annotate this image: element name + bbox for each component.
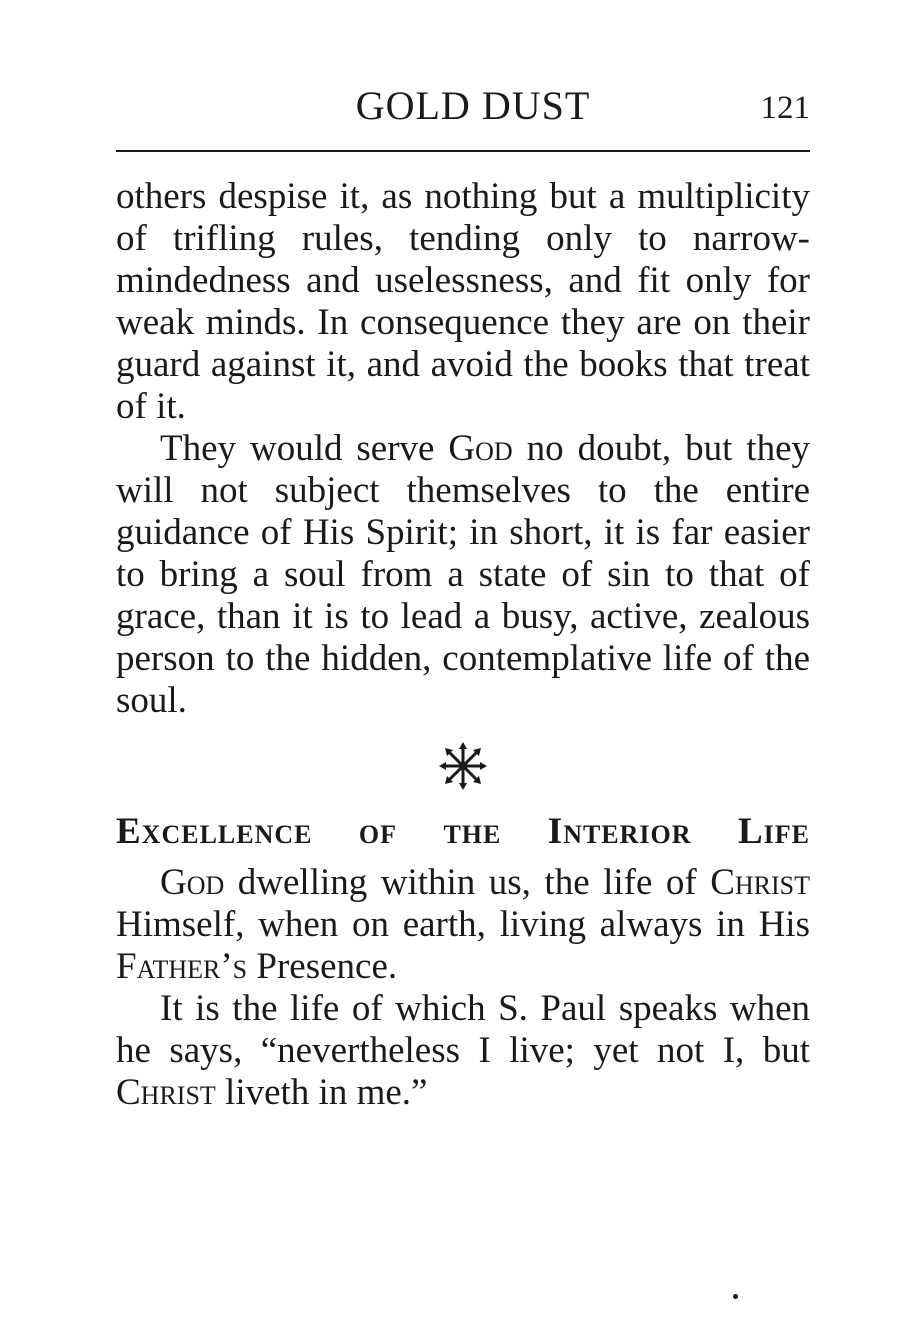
running-title: GOLD DUST (355, 83, 591, 128)
paragraph-4-part-2: liveth in me.” (215, 1072, 428, 1113)
divine-name-father: Father’s (116, 946, 248, 987)
divine-name-god: God (448, 428, 513, 469)
paragraph-they-would-serve (116, 428, 810, 722)
paragraph-it-is-the-life (116, 988, 810, 1114)
divine-name-christ: Christ (710, 862, 810, 903)
paragraph-3-part-2: Himself, when on earth, living always in His (116, 904, 810, 945)
section-heading: Excellence of the Interior Life (116, 811, 810, 852)
running-head (116, 84, 810, 128)
scan-speck (733, 1294, 738, 1299)
paragraph-god-dwelling (116, 862, 810, 988)
section-ornament (116, 740, 810, 796)
body-text (116, 176, 810, 1114)
paragraph-3-part-3: Presence. (247, 946, 398, 987)
paragraph-1-text: others despise it, as nothing but a multiplicity of trifling rules, tending only to narrow-mindedness and uselessness, and fit only for weak minds. In consequence they are on their guard against it, and avoid the books that treat of it. (116, 176, 810, 427)
paragraph-2-part-2: no doubt, but they will not subject themselves to the entire guidance of His Spirit; in short, it is far easier to bring a soul from a state of sin to that of grace, than it is to lead a busy, active, zealous person to the hidden, contemplative life of the soul. (116, 428, 810, 721)
divine-name-christ: Christ (116, 1072, 216, 1113)
paragraph-continued (116, 176, 810, 428)
paragraph-3-part-1: dwelling within us, the life of (224, 862, 711, 903)
paragraph-4-part-1: It is the life of which S. Paul speaks when he says, “nevertheless I live; yet not I, but (116, 988, 810, 1071)
page-number: 121 (760, 90, 810, 126)
header-rule (116, 150, 810, 152)
divine-name-god: God (160, 862, 225, 903)
paragraph-2-part-1: They would serve (160, 428, 449, 469)
asterism-ornament-icon (437, 740, 489, 792)
